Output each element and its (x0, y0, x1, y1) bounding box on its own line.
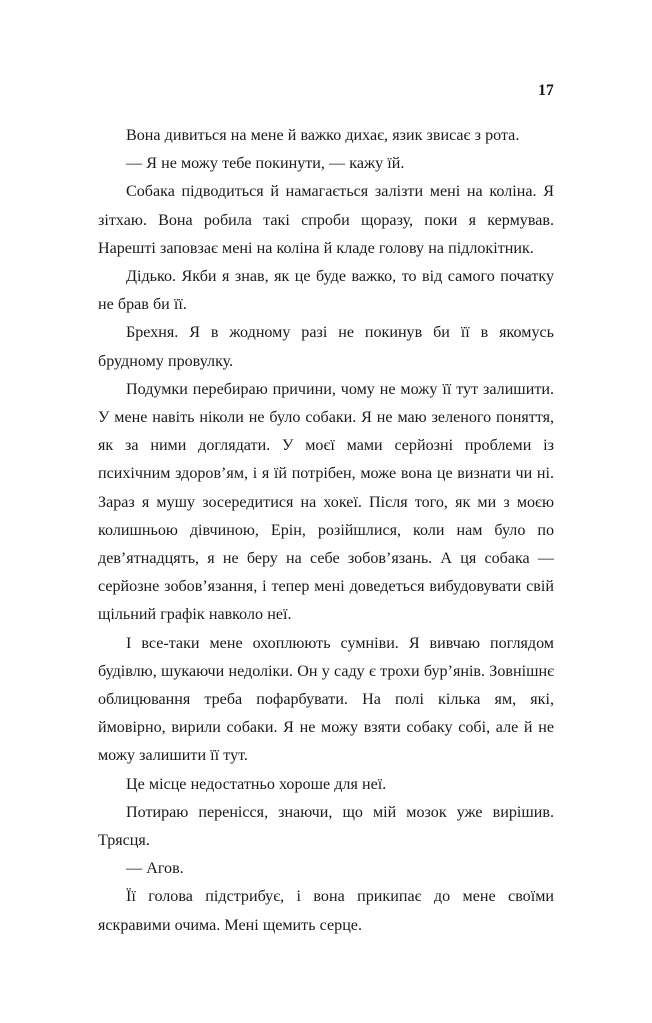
paragraph: Брехня. Я в жодному разі не покинув би її в якомусь брудному провулку. (98, 324, 554, 370)
paragraph: Її голова підстрибує, і вона прикипає до мене своїми яскравими очима. Мені щемить серце. (98, 888, 554, 934)
page-number: 17 (538, 82, 554, 99)
paragraph: Собака підводиться й намагається залізти мені на коліна. Я зітхаю. Вона робила такі спроби щоразу, поки я кермував. Нарешті заповзає мені на коліна й кладе голову на підлокітник. (98, 183, 554, 257)
paragraph: — Агов. (126, 860, 184, 878)
paragraph: Вона дивиться на мене й важко дихає, язик звисає з рота. (126, 127, 520, 144)
paragraph: І все-таки мене охоплюють сумніви. Я вивчаю поглядом будівлю, шукаючи недоліки. Он у саду є трохи бур’янів. Зовнішнє облицювання треба пофарбувати. На полі кілька ям, які, ймовірно, вирили собаки. Я не можу взяти собаку собі, але й не можу залишити її тут. (98, 634, 554, 765)
paragraph: Потираю перенісся, знаючи, що мій мозок уже вирішив. Трясця. (98, 803, 554, 850)
paragraph: Подумки перебираю причини, чому не можу її тут залишити. У мене навіть ніколи не було собаки. Я не маю зеленого поняття, як за ними доглядати. У моєї мами серйозні проблеми із психічним здоров’ям, і я їй потрібен, може вона це визнати чи ні. Зараз я мушу зосередитися на хокеї. Після того, як ми з моєю колишньою дівчиною, Ерін, розійшлися, коли нам було по дев’ятнадцять, я не беру на себе зобов’язань. А ця собака — серйозне зобов’язання, і тепер мені доведеться вибудовувати свій щільний графік навколо неї. (98, 380, 554, 624)
paragraph: Це місце недостатньо хороше для неї. (126, 775, 387, 793)
body-text (98, 122, 554, 940)
paragraph: Дідько. Якби я знав, як це буде важко, то від самого початку не брав би її. (98, 268, 554, 314)
paragraph: — Я не можу тебе покинути, — кажу їй. (126, 155, 405, 173)
